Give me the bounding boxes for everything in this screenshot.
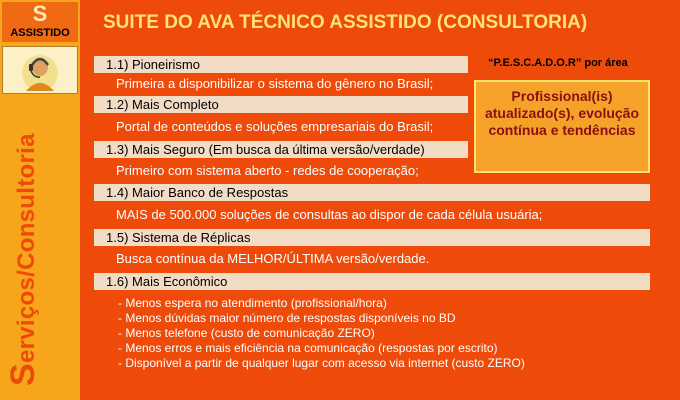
item-heading-pioneirismo: 1.1) Pioneirismo: [94, 56, 468, 73]
page-title: SUITE DO AVA TÉCNICO ASSISTIDO (CONSULTORIA): [103, 12, 588, 33]
logo-letter: S: [32, 1, 48, 26]
sidebar: [0, 0, 80, 400]
list-item: - Disponível a partir de qualquer lugar com acesso via internet (custo ZERO): [118, 356, 525, 370]
list-item: - Menos erros e mais eficiência na comunicação (respostas por escrito): [118, 341, 498, 355]
pescador-subheading: “P.E.S.C.A.D.O.R” por área: [488, 57, 628, 69]
list-item: - Menos telefone (custo de comunicação ZERO): [118, 326, 375, 340]
item-heading-banco-respostas: 1.4) Maior Banco de Respostas: [94, 184, 650, 201]
item-heading-sistema-replicas: 1.5) Sistema de Réplicas: [94, 229, 650, 246]
list-item: - Menos espera no atendimento (profissional/hora): [118, 296, 387, 310]
item-description-mais-seguro: Primeiro com sistema aberto - redes de cooperação;: [116, 163, 419, 178]
vertical-initial: S: [4, 363, 42, 386]
item-description-banco-respostas: MAIS de 500.000 soluções de consultas ao dispor de cada célula usuária;: [116, 207, 543, 222]
callout-box: Profissional(is) atualizado(s), evolução contínua e tendências: [474, 80, 650, 173]
item-heading-mais-completo: 1.2) Mais Completo: [94, 96, 468, 113]
item-heading-mais-economico: 1.6) Mais Econômico: [94, 273, 650, 290]
list-item: - Menos dúvidas maior número de respostas disponíveis no BD: [118, 311, 456, 325]
item-description-mais-completo: Portal de conteúdos e soluções empresariais do Brasil;: [116, 119, 434, 134]
item-description-sistema-replicas: Busca contínua da MELHOR/ÚLTIMA versão/verdade.: [116, 251, 430, 266]
item-heading-mais-seguro: 1.3) Mais Seguro (Em busca da última versão/verdade): [94, 141, 468, 158]
logo-label: ASSISTIDO: [10, 27, 70, 39]
economy-list: [118, 296, 525, 371]
sidebar-vertical-title: [4, 133, 43, 386]
item-description-pioneirismo: Primeira a disponibilizar o sistema do gênero no Brasil;: [116, 76, 434, 91]
logo: [2, 2, 78, 42]
person-with-headset-icon: [2, 46, 78, 94]
vertical-rest: erviços/Consultoria: [13, 133, 40, 364]
